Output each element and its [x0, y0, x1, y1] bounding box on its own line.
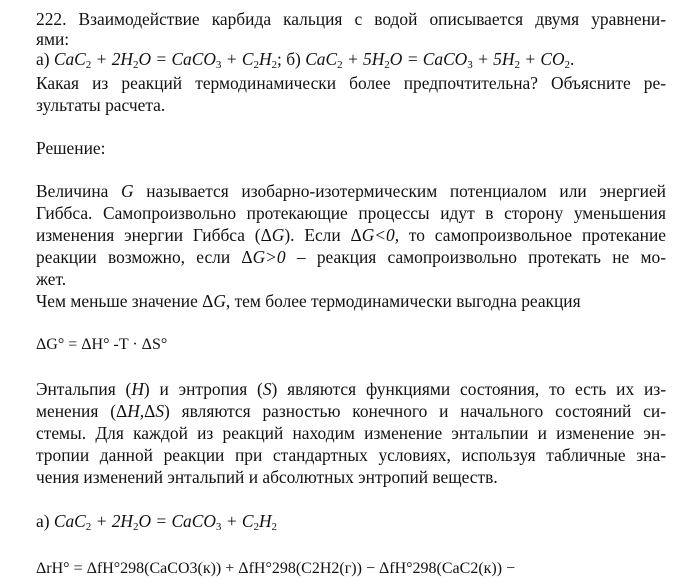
para1-line-1: Величина G называется изобарно-изотермическим потенциалом или энергией [36, 181, 666, 201]
equation-b: $CaC_2 + 5H_2O$ = CaCO$_3$ + $5H_2 + CO_2$ [305, 49, 571, 71]
para1-line-5: жет. [36, 269, 67, 289]
reaction-a-label: а) [36, 511, 50, 531]
eq-a-label: а) [36, 49, 50, 69]
solution-label: Решение: [36, 138, 106, 158]
para1-line-3: изменения энергии Гиббса (ΔG). Если ΔG<0, то самопроизвольное протекание [36, 225, 666, 245]
para1-line-2: Гиббса. Самопроизвольно протекающие процессы идут в сторону уменьшения [36, 203, 666, 223]
reaction-a-equation: $CaC_2 + 2H_2O$ = CaCO$_3$ + $C_2H_2$ [53, 511, 278, 533]
para2-line-1: Энтальпия (H) и энтропия (S) являются функциями состояния, то есть их из- [36, 379, 666, 399]
enthalpy-equation: ΔrH° = ΔfH°298(CaCO3(к)) + ΔfH°298(C2H2(г)) − ΔfH°298(CaC2(к)) − [36, 560, 516, 577]
para1-line-4: реакции возможно, если ΔG>0 – реакция самопроизвольно протекать не мо- [36, 247, 667, 267]
para2-line-2: менения (ΔH,ΔS) являются разностью конечного и начального состояний си- [36, 401, 666, 421]
gibbs-formula: ΔG° = ΔH° -T · ΔS° [36, 336, 168, 353]
para2-line-5: чения изменений энтальпий и абсолютных энтропий веществ. [36, 467, 498, 487]
problem-line-2: ями: [36, 29, 70, 49]
para2-line-4: тропии данной реакции при стандартных условиях, используя табличные зна- [36, 445, 666, 465]
question-line-2: зультаты расчета. [36, 95, 166, 115]
eq-b-label: ; б) [277, 49, 301, 69]
equation-a: $CaC_2 + 2H_2O$ = CaCO$_3$ + $C_2H_2$ [53, 49, 278, 71]
para1-line-6: Чем меньше значение ΔG, тем более термодинамически выгодна реакция [36, 291, 581, 311]
problem-line-1: 222. Взаимодействие карбида кальция с водой описывается двумя уравнени- [36, 9, 666, 29]
eq-end: . [570, 49, 575, 69]
para2-line-3: стемы. Для каждой из реакций находим изменение энтальпии и изменение эн- [36, 423, 666, 443]
reaction-a-line [36, 510, 666, 538]
question-line-1: Какая из реакций термодинамически более предпочтительна? Объясните ре- [36, 73, 666, 93]
